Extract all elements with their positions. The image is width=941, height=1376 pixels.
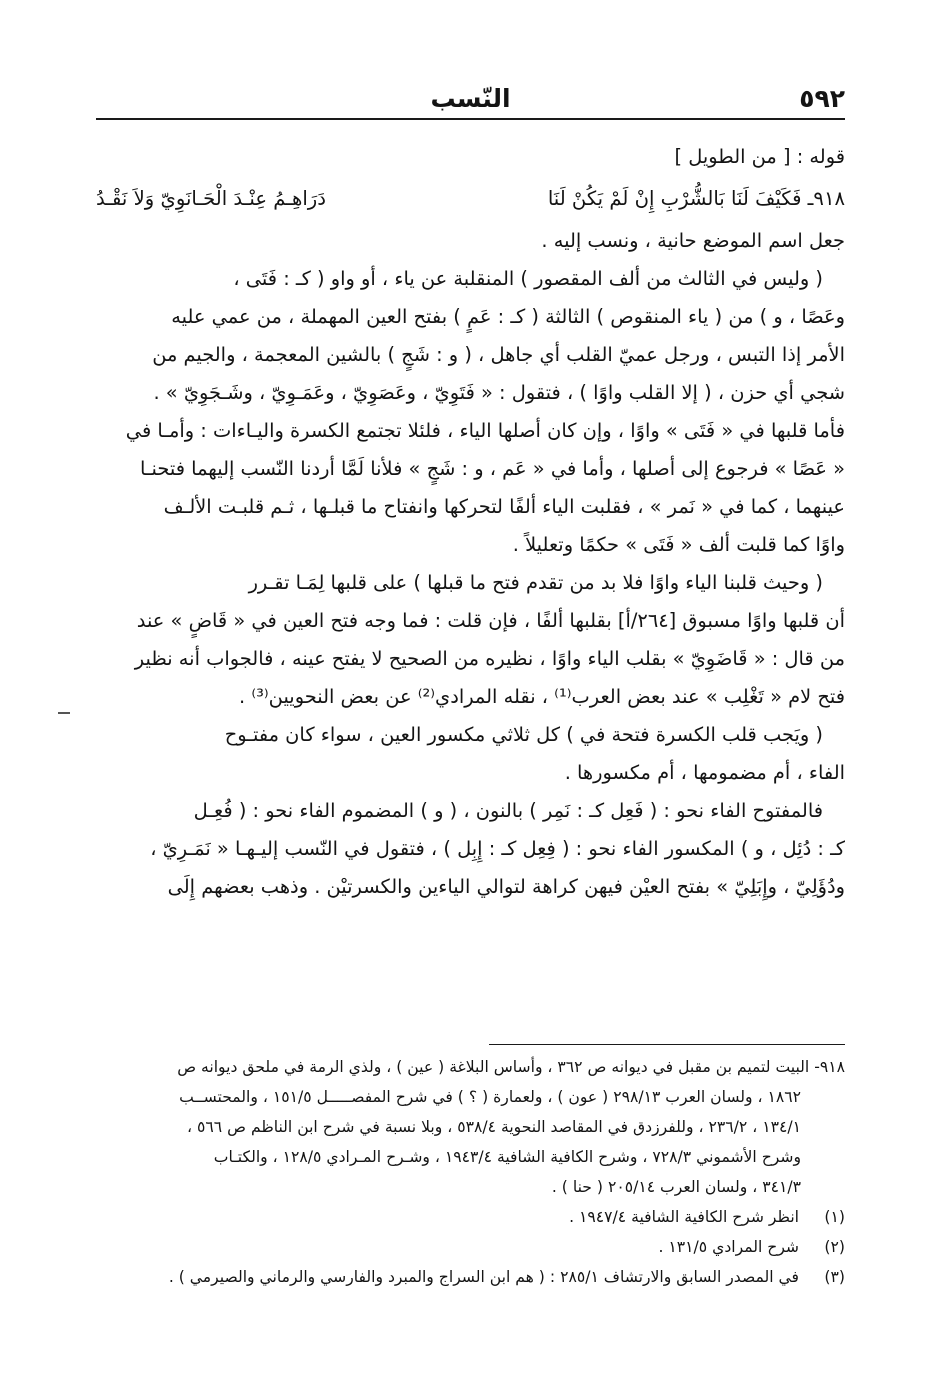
verse-number: ٩١٨ <box>813 187 845 210</box>
verse-first-hemistich <box>548 180 845 218</box>
footnote-separator <box>489 1044 845 1045</box>
footnote-verse-line: وشرح الأشموني ٧٢٨/٣ ، وشرح الكافية الشافية ١٩٤٣/٤ ، وشـرح المـرادي ١٢٨/٥ ، والكتـاب <box>213 1148 801 1166</box>
text-line: الفاء ، أم مضمومها ، أم مكسورها . <box>564 761 845 784</box>
footnote-verse-line: ٣٤١/٣ ، ولسان العرب ٢٠٥/١٤ ( حنا ) . <box>551 1178 801 1196</box>
text-line: عينهما ، كما في « نَمر » ، فقلبت الياء ألفًا لتحركها وانفتاح ما قبلـها ، ثـم قلبـت الألـف <box>163 495 845 518</box>
text-line: فالمفتوح الفاء نحو : ( فَعِل كـ : نَمِر ) بالنون ، ( و ) المضموم الفاء نحو : ( فُعِـل <box>193 799 823 822</box>
page-header <box>96 78 845 120</box>
main-text <box>96 138 845 906</box>
text-line: كـ : دُئِل ، و ) المكسور الفاء نحو : ( فِعِل كـ : إِبِل ) ، فتقول في النّسب إليـهـا « نَمَـرِيّ ، <box>150 837 845 860</box>
margin-mark <box>58 712 70 714</box>
text-line: فتح لام « تَغْلِب » عند بعض العرب⁽¹⁾ ، نقله المرادي⁽²⁾ عن بعض النحويين⁽³⁾ . <box>239 685 845 708</box>
verse-hemistich-2: دَرَاهِـمُ عِنْـدَ الْحَـانَوِيّ وَلاَ نَقْـدُ <box>96 187 326 210</box>
footnotes <box>96 1052 845 1292</box>
text-line: « عَصًا » فرجوع إلى أصلها ، وأما في « عَم ، و : شَجٍ » فلأنا لَمَّا أردنا النّسب إليهما فتحنـا <box>139 457 845 480</box>
text-line: ( وحيث قلبنا الياء واوًا فلا بد من تقدم فتح ما قبلها ) على قلبها لِمَـا تقـرر <box>248 571 823 594</box>
footnote-verse-line: ١٣٤/١ ، ٢٣٦/٢ ، وللفرزدق في المقاصد النحوية ٥٣٨/٤ ، وبلا نسبة في شرح ابن الناظم ص ٥٦٦ ، <box>187 1118 801 1136</box>
text-line: أن قلبها واوًا مسبوق [٢٦٤/أ] بقلبها ألفًا ، فإن قلت : فما وجه فتح العين في « قَاضٍ » عند <box>136 609 845 632</box>
text-line: من قال : « قَاضَوِيّ » بقلب الياء واوًا ، نظيره من الصحيح لا يفتح عينه ، فالجواب أنه نظير <box>134 647 845 670</box>
footnote-item <box>96 1232 845 1262</box>
footnote-item <box>96 1262 845 1292</box>
footnote-item <box>96 1202 845 1232</box>
text-line: شجي أي حزن ، ( إلا القلب واوًا ) ، فتقول : « فَتَوِيّ ، وعَصَوِيّ ، وعَمَـوِيّ ، وشَـجَوِيّ » . <box>153 381 845 404</box>
verse-dash: ـ <box>801 187 814 210</box>
verse-hemistich-1: فَكَيْفَ لَنَا بَالشُّرْبِ إِنْ لَمْ يَكُنْ لَنَا <box>547 187 802 210</box>
text-line: واوًا كما قلبت ألف « فَتَى » حكمًا وتعليلاً . <box>512 533 845 556</box>
verse-intro: قوله : [ من الطويل ] <box>674 145 845 168</box>
text-line: ودُؤَلِيّ ، وإِبَلِيّ » بفتح العيْن فيهن كراهة لتوالي الياءين والكسرتيْن . وذهب بعضهم إِلَى <box>167 875 845 898</box>
text-line: ( ويَجب قلب الكسرة فتحة في ) كل ثلاثي مكسور العين ، سواء كان مفتـوح <box>224 723 823 746</box>
text-line: ( وليس في الثالث من ألف المقصور ) المنقلبة عن ياء ، أو واو ( كـ : فَتَى ، <box>233 267 823 290</box>
text-line: جعل اسم الموضع حانية ، ونسب إليه . <box>541 229 845 252</box>
text-line: الأمر إذا التبس ، ورجل عميّ القلب أي جاهل ، ( و : شَجٍ ) بالشين المعجمة ، والجيم من <box>152 343 845 366</box>
footnote-text: في المصدر السابق والارتشاف ٢٨٥/١ : ( هم ابن السراج والمبرد والفارسي والرماني والصيرمي ) . <box>168 1268 799 1286</box>
footnote-text: شرح المرادي ١٣١/٥ . <box>658 1238 799 1256</box>
text-line: فأما قلبها في « فَتَى » واوًا ، وإن كان أصلها الياء ، فلئلا تجتمع الكسرة واليـاءات : وأمـا في <box>125 419 845 442</box>
page-number: ٥٩٢ <box>799 84 845 113</box>
footnote-mark: (٣) <box>824 1268 845 1286</box>
footnote-verse-line: ١٨٦٢ ، ولسان العرب ٢٩٨/١٣ ( عون ) ، ولعمارة ( ؟ ) في شرح المفصـــــل ١٥١/٥ ، والمحتســب <box>179 1088 801 1106</box>
running-title: النّسب <box>430 84 511 113</box>
footnote-mark: (١) <box>824 1208 845 1226</box>
footnote-text: انظر شرح الكافية الشافية ١٩٤٧/٤ . <box>569 1208 799 1226</box>
verse <box>96 176 845 222</box>
text-line: وعَصًا ، و ) من ( ياء المنقوص ) الثالثة ( كـ : عَمٍ ) بفتح العين المهملة ، من عمي عليه <box>171 305 845 328</box>
footnote-mark: (٢) <box>824 1238 845 1256</box>
footnote-verse-line: ٩١٨- البيت لتميم بن مقبل في ديوانه ص ٣٦٢ ، وأساس البلاغة ( عين ) ، ولذي الرمة في ملحق ديوانه ص <box>177 1058 845 1076</box>
